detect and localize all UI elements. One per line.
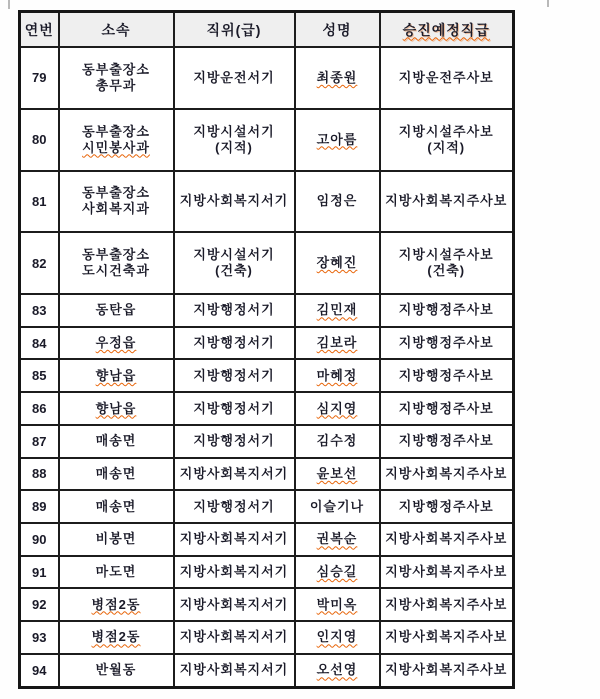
cell-text-line: 김수정 <box>316 433 358 449</box>
cell-text-line: 김보라 <box>316 335 358 351</box>
table-row <box>20 327 514 360</box>
cell-text-line: 지방사회복지서기 <box>179 662 289 678</box>
cell-text-line: 권복순 <box>316 531 358 547</box>
column-header-promotion <box>380 12 514 48</box>
table-row <box>20 392 514 425</box>
cell-row-number: 84 <box>20 327 59 360</box>
cell-affiliation <box>59 490 174 523</box>
column-header-label: 승진예정직급 <box>402 21 490 38</box>
cell-text-line: 지방행정주사보 <box>398 498 494 514</box>
cell-row-number: 86 <box>20 392 59 425</box>
cell-position <box>174 588 295 621</box>
cell-promotion <box>380 490 514 523</box>
cell-row-number: 89 <box>20 490 59 523</box>
cell-text-line: 오선영 <box>316 662 358 678</box>
cell-text-line: (지적) <box>215 139 253 155</box>
cell-position <box>174 654 295 688</box>
cell-text-line: 지방행정서기 <box>193 400 275 416</box>
cell-promotion <box>380 392 514 425</box>
cell-text-line: 지방시설서기 <box>193 247 275 263</box>
cell-text-line: 심지영 <box>316 400 358 416</box>
cell-text-line: 지방행정주사보 <box>398 367 494 383</box>
cell-promotion <box>380 458 514 491</box>
cell-text-line: 지방사회복지주사보 <box>385 193 508 209</box>
table-row <box>20 490 514 523</box>
cell-text-line: 병점2동 <box>91 596 141 612</box>
cell-position <box>174 109 295 171</box>
cell-text-line: (건축) <box>427 263 466 279</box>
cell-name <box>295 294 380 327</box>
column-header-affiliation <box>59 12 174 48</box>
cell-affiliation <box>59 294 174 327</box>
cell-text-line: 도시건축과 <box>82 263 150 279</box>
cell-promotion <box>380 621 514 654</box>
cell-text-line: 지방행정서기 <box>193 367 275 383</box>
cell-row-number: 82 <box>20 232 59 294</box>
cell-text-line: 지방사회복지주사보 <box>385 531 508 547</box>
table-row <box>20 359 514 392</box>
cell-name <box>295 425 380 458</box>
cell-text-line: 향남읍 <box>95 400 137 416</box>
cell-text-line: 매송면 <box>95 498 137 514</box>
cell-text-line: 지방행정서기 <box>193 335 275 351</box>
cell-name <box>295 588 380 621</box>
table-row <box>20 47 514 109</box>
column-header-label: 성명 <box>322 21 352 38</box>
cell-text-line: 매송면 <box>95 465 137 481</box>
cell-position <box>174 294 295 327</box>
table-row <box>20 556 514 589</box>
cell-position <box>174 47 295 109</box>
cell-text-line: 지방사회복지서기 <box>179 629 289 645</box>
personnel-promotion-table <box>18 10 515 689</box>
cell-promotion <box>380 327 514 360</box>
cell-text-line: 마도면 <box>95 564 137 580</box>
cell-text-line: 매송면 <box>95 433 137 449</box>
cell-position <box>174 621 295 654</box>
column-header-label: 직위(급) <box>206 21 262 38</box>
cell-row-number: 79 <box>20 47 59 109</box>
cell-text-line: 지방사회복지서기 <box>179 564 289 580</box>
cell-promotion <box>380 425 514 458</box>
scan-artifact <box>547 0 549 7</box>
cell-name <box>295 47 380 109</box>
scan-artifact <box>8 0 10 9</box>
cell-text-line: 고아름 <box>316 131 358 147</box>
cell-text-line: 임정은 <box>316 193 358 209</box>
cell-text-line: 지방사회복지서기 <box>179 596 289 612</box>
cell-position <box>174 171 295 233</box>
cell-name <box>295 232 380 294</box>
cell-text-line: 동부출장소 <box>82 61 150 77</box>
cell-text-line: 심승길 <box>316 564 358 580</box>
table-row <box>20 294 514 327</box>
cell-text-line: 사회복지과 <box>82 201 150 217</box>
table-row <box>20 232 514 294</box>
cell-text-line: 병점2동 <box>91 629 141 645</box>
cell-text-line: 지방사회복지주사보 <box>385 564 508 580</box>
cell-name <box>295 359 380 392</box>
cell-text-line: 지방사회복지주사보 <box>385 596 508 612</box>
table-row <box>20 654 514 688</box>
cell-text-line: 지방사회복지서기 <box>179 465 289 481</box>
cell-position <box>174 490 295 523</box>
cell-affiliation <box>59 523 174 556</box>
cell-text-line: 마혜정 <box>316 367 358 383</box>
cell-text-line: 동부출장소 <box>82 247 150 263</box>
cell-row-number: 93 <box>20 621 59 654</box>
cell-text-line: 지방운전주사보 <box>398 69 494 85</box>
cell-affiliation <box>59 359 174 392</box>
cell-name <box>295 621 380 654</box>
cell-row-number: 81 <box>20 171 59 233</box>
cell-promotion <box>380 523 514 556</box>
column-header-label: 소속 <box>101 21 131 38</box>
cell-text-line: 윤보선 <box>316 465 358 481</box>
cell-text-line: 이슬기나 <box>309 498 365 514</box>
table-header-row <box>20 12 514 48</box>
cell-position <box>174 425 295 458</box>
cell-text-line: 지방사회복지서기 <box>179 531 289 547</box>
cell-text-line: 총무과 <box>95 77 137 93</box>
cell-text-line: 지방행정서기 <box>193 302 275 318</box>
cell-affiliation <box>59 327 174 360</box>
cell-name <box>295 327 380 360</box>
cell-text-line: 향남읍 <box>95 367 137 383</box>
cell-name <box>295 458 380 491</box>
cell-promotion <box>380 109 514 171</box>
cell-affiliation <box>59 621 174 654</box>
cell-text-line: 시민봉사과 <box>82 139 150 155</box>
cell-promotion <box>380 171 514 233</box>
cell-name <box>295 392 380 425</box>
table-row <box>20 621 514 654</box>
cell-promotion <box>380 232 514 294</box>
cell-text-line: 지방사회복지서기 <box>179 193 289 209</box>
cell-promotion <box>380 359 514 392</box>
cell-affiliation <box>59 392 174 425</box>
cell-affiliation <box>59 47 174 109</box>
cell-text-line: 장혜진 <box>316 255 358 271</box>
cell-position <box>174 556 295 589</box>
column-header-name <box>295 12 380 48</box>
cell-row-number: 94 <box>20 654 59 688</box>
cell-text-line: 지방행정주사보 <box>398 302 494 318</box>
table-row <box>20 523 514 556</box>
cell-promotion <box>380 588 514 621</box>
cell-promotion <box>380 556 514 589</box>
cell-affiliation <box>59 425 174 458</box>
cell-name <box>295 109 380 171</box>
table-row <box>20 588 514 621</box>
cell-row-number: 85 <box>20 359 59 392</box>
cell-text-line: 동부출장소 <box>82 123 150 139</box>
cell-row-number: 83 <box>20 294 59 327</box>
cell-text-line: 지방행정서기 <box>193 498 275 514</box>
cell-row-number: 91 <box>20 556 59 589</box>
cell-affiliation <box>59 232 174 294</box>
cell-text-line: 동부출장소 <box>82 185 150 201</box>
cell-text-line: 지방운전서기 <box>193 69 275 85</box>
cell-text-line: 지방행정주사보 <box>398 335 494 351</box>
table-row <box>20 458 514 491</box>
cell-row-number: 90 <box>20 523 59 556</box>
cell-position <box>174 458 295 491</box>
cell-text-line: 지방사회복지주사보 <box>385 465 508 481</box>
cell-position <box>174 523 295 556</box>
cell-text-line: 김민재 <box>316 302 358 318</box>
cell-text-line: 비봉면 <box>95 531 137 547</box>
table-row <box>20 425 514 458</box>
cell-promotion <box>380 654 514 688</box>
cell-affiliation <box>59 109 174 171</box>
cell-affiliation <box>59 458 174 491</box>
cell-text-line: 최종원 <box>316 69 358 85</box>
table-row <box>20 109 514 171</box>
cell-text-line: 지방행정서기 <box>193 433 275 449</box>
cell-text-line: 지방사회복지주사보 <box>385 629 508 645</box>
cell-text-line: 지방시설주사보 <box>398 247 494 263</box>
column-header-position <box>174 12 295 48</box>
cell-text-line: 동탄읍 <box>95 302 137 318</box>
cell-text-line: 지방시설서기 <box>193 123 275 139</box>
cell-text-line: 지방행정주사보 <box>398 400 494 416</box>
table-row <box>20 171 514 233</box>
cell-position <box>174 232 295 294</box>
cell-position <box>174 359 295 392</box>
cell-text-line: 지방사회복지주사보 <box>385 662 508 678</box>
cell-name <box>295 523 380 556</box>
cell-promotion <box>380 294 514 327</box>
column-header-label: 연번 <box>24 21 54 38</box>
cell-name <box>295 490 380 523</box>
cell-text-line: (건축) <box>215 263 253 279</box>
cell-row-number: 88 <box>20 458 59 491</box>
cell-position <box>174 327 295 360</box>
column-header-no <box>20 12 59 48</box>
cell-affiliation <box>59 171 174 233</box>
cell-text-line: 지방시설주사보 <box>398 123 494 139</box>
cell-text-line: 박미옥 <box>316 596 358 612</box>
cell-name <box>295 654 380 688</box>
cell-promotion <box>380 47 514 109</box>
cell-text-line: 인지영 <box>316 629 358 645</box>
cell-position <box>174 392 295 425</box>
cell-row-number: 80 <box>20 109 59 171</box>
cell-text-line: 반월동 <box>95 662 137 678</box>
cell-affiliation <box>59 654 174 688</box>
cell-text-line: 우정읍 <box>95 335 137 351</box>
cell-row-number: 92 <box>20 588 59 621</box>
cell-affiliation <box>59 588 174 621</box>
cell-text-line: 지방행정주사보 <box>398 433 494 449</box>
cell-affiliation <box>59 556 174 589</box>
cell-text-line: (지적) <box>427 139 466 155</box>
cell-name <box>295 556 380 589</box>
cell-row-number: 87 <box>20 425 59 458</box>
cell-name <box>295 171 380 233</box>
